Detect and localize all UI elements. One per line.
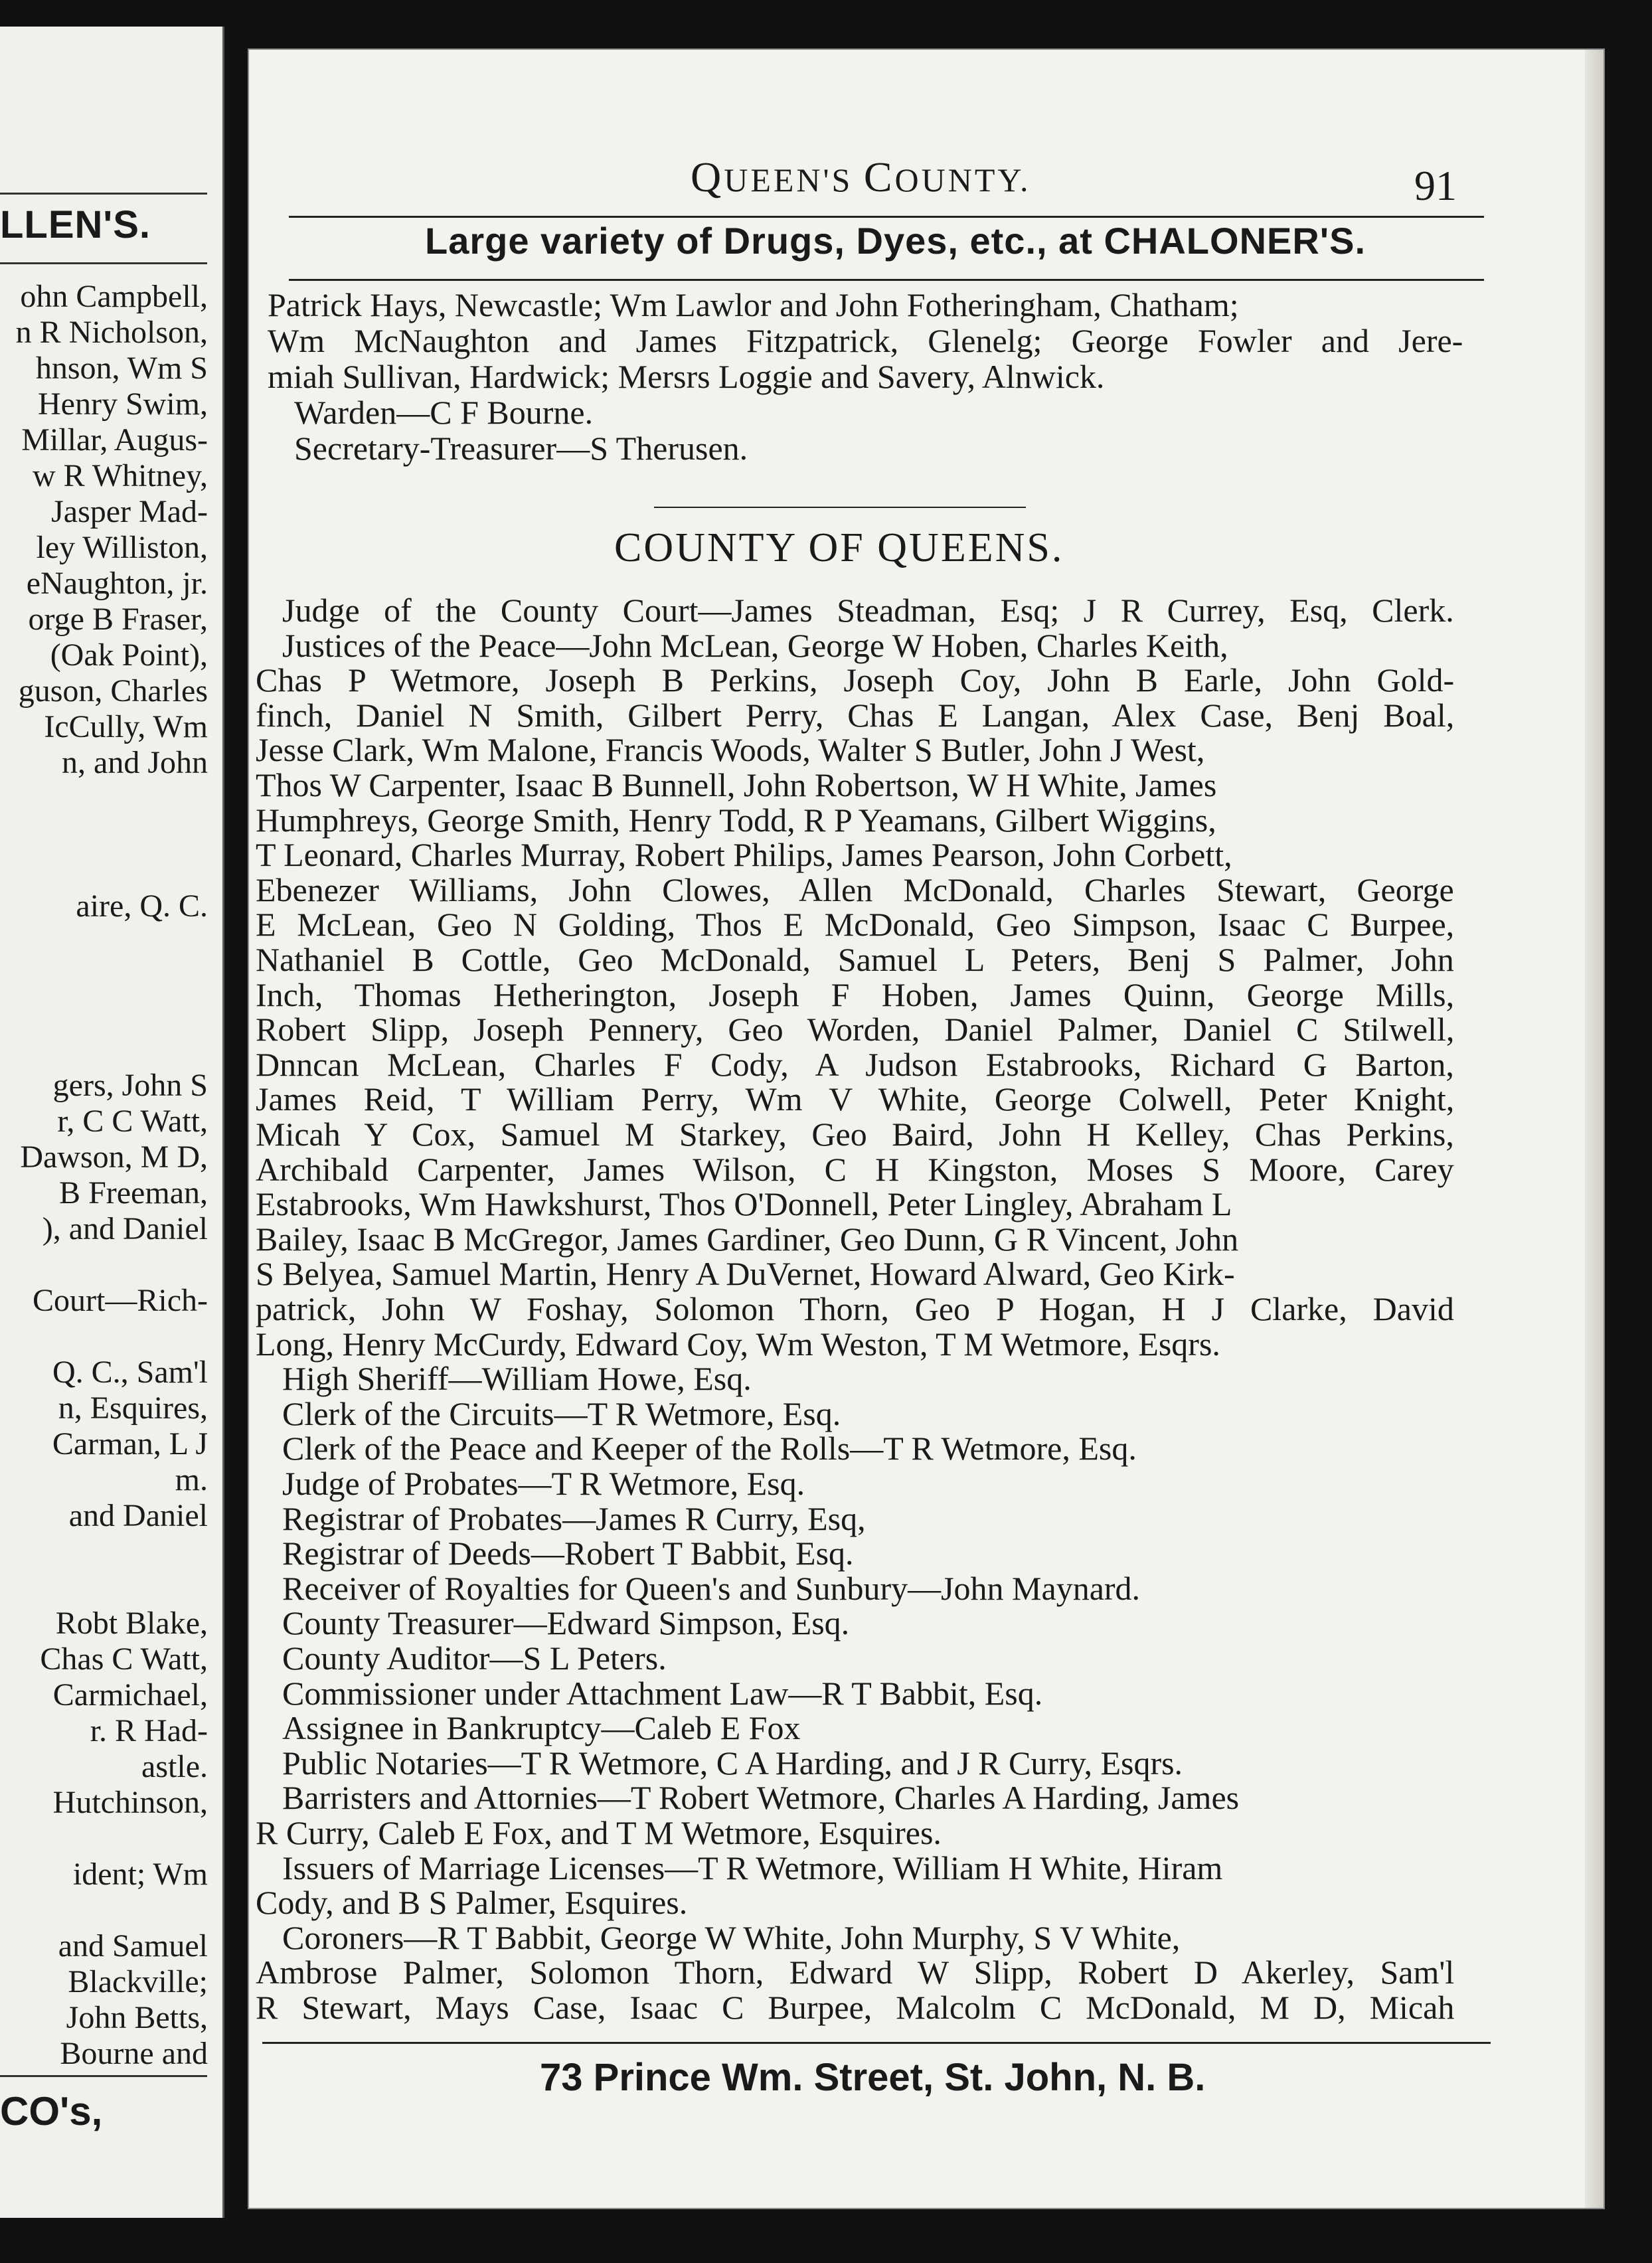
left-page-line: guson, Charles: [18, 673, 208, 709]
left-page-line: Bourne and: [60, 2036, 208, 2071]
text-line: Clerk of the Circuits—T R Wetmore, Esq.: [282, 1394, 841, 1432]
text-line: Judge of the County Court—James Steadman, Esq; J R Currey, Esq, Clerk.: [282, 592, 1454, 629]
left-page-line: orge B Fraser,: [28, 602, 208, 637]
left-page-line: astle.: [141, 1749, 208, 1784]
left-page-line: aire, Q. C.: [76, 888, 208, 924]
left-page-line: m.: [175, 1462, 208, 1497]
left-page-line: Chas C Watt,: [40, 1641, 208, 1677]
text-line: Estabrooks, Wm Hawkshurst, Thos O'Donnell, Peter Lingley, Abraham L: [256, 1185, 1232, 1223]
text-line: Judge of Probates—T R Wetmore, Esq.: [282, 1465, 805, 1502]
header-rule: [0, 193, 207, 195]
previous-page-fragment: [0, 27, 224, 2218]
left-page-line: [16, 817, 208, 853]
text-line: Assignee in Bankruptcy—Caleb E Fox: [282, 1709, 801, 1747]
text-line: R Curry, Caleb E Fox, and T M Wetmore, Esquires.: [256, 1814, 942, 1851]
text-line: Ebenezer Williams, John Clowes, Allen McDonald, Charles Stewart, George: [256, 871, 1454, 908]
text-line: Wm McNaughton and James Fitzpatrick, Glenelg; George Fowler and Jere-: [268, 322, 1463, 359]
left-page-heading: LLEN'S.: [0, 203, 151, 246]
text-line: R Stewart, Mays Case, Isaac C Burpee, Malcolm C McDonald, M D, Micah: [256, 1989, 1455, 2026]
left-page-line: ), and Daniel: [42, 1211, 208, 1246]
text-line: Warden—C F Bourne.: [294, 394, 594, 431]
text-line: S Belyea, Samuel Martin, Henry A DuVernet, Howard Alward, Geo Kirk-: [256, 1255, 1235, 1293]
header-rule: [289, 216, 1484, 218]
left-page-line: eNaughton, jr.: [26, 566, 208, 601]
left-page-line: [16, 960, 208, 996]
left-page-line: Hutchinson,: [52, 1785, 208, 1820]
text-line: Jesse Clark, Wm Malone, Francis Woods, Walter S Butler, John J West,: [256, 731, 1205, 769]
left-page-line: [16, 1032, 208, 1068]
left-page-line: hnson, Wm S: [35, 351, 208, 386]
text-line: Cody, and B S Palmer, Esquires.: [256, 1884, 688, 1922]
text-line: Long, Henry McCurdy, Edward Coy, Wm Weston, T M Wetmore, Esqrs.: [256, 1325, 1220, 1363]
advert-top: Large variety of Drugs, Dyes, etc., at CHALONER'S.: [425, 220, 1366, 262]
left-page-line: Jasper Mad-: [51, 494, 208, 529]
running-head: QUEEN'S COUNTY.: [691, 153, 1031, 201]
left-page-line: and Daniel: [68, 1498, 208, 1533]
text-line: Commissioner under Attachment Law—R T Babbit, Esq.: [282, 1674, 1043, 1712]
text-line: Patrick Hays, Newcastle; Wm Lawlor and John Fotheringham, Chatham;: [268, 286, 1239, 323]
left-page-line: IcCully, Wm: [44, 709, 208, 744]
footer-rule: [0, 2075, 207, 2077]
left-page-line: [16, 924, 208, 960]
left-page-line: Carman, L J: [52, 1426, 208, 1462]
left-page-line: [16, 1534, 208, 1570]
text-line: Issuers of Marriage Licenses—T R Wetmore, William H White, Hiram: [282, 1849, 1223, 1886]
text-line: County Auditor—S L Peters.: [282, 1639, 667, 1677]
left-page-line: Carmichael,: [52, 1677, 208, 1713]
text-line: County Treasurer—Edward Simpson, Esq.: [282, 1604, 850, 1642]
left-page-footer: CO's,: [0, 2089, 103, 2134]
left-page-line: (Oak Point),: [50, 637, 208, 673]
left-page-text: [16, 279, 208, 2072]
left-page-line: [16, 1247, 208, 1283]
text-line: Archibald Carpenter, James Wilson, C H Kingston, Moses S Moore, Carey: [256, 1150, 1454, 1188]
text-line: Bailey, Isaac B McGregor, James Gardiner, Geo Dunn, G R Vincent, John: [256, 1220, 1239, 1258]
left-page-line: and Samuel: [58, 1928, 208, 1964]
text-line: Humphreys, George Smith, Henry Todd, R P Yeamans, Gilbert Wiggins,: [256, 801, 1216, 839]
text-line: T Leonard, Charles Murray, Robert Philips, James Pearson, John Corbett,: [256, 836, 1232, 874]
section-title: COUNTY OF QUEENS.: [614, 525, 1064, 570]
text-line: Chas P Wetmore, Joseph B Perkins, Joseph Coy, John B Earle, John Gold-: [256, 661, 1455, 699]
left-page-line: Millar, Augus-: [21, 422, 208, 458]
text-line: finch, Daniel N Smith, Gilbert Perry, Chas E Langan, Alex Case, Benj Boal,: [256, 696, 1455, 734]
left-page-line: Robt Blake,: [55, 1606, 208, 1641]
text-line: Receiver of Royalties for Queen's and Sunbury—John Maynard.: [282, 1569, 1141, 1607]
text-line: Justices of the Peace—John McLean, George W Hoben, Charles Keith,: [282, 626, 1228, 664]
text-line: Inch, Thomas Hetherington, Joseph F Hoben, James Quinn, George Mills,: [256, 975, 1455, 1013]
page-edge: [1585, 50, 1604, 2208]
left-page-line: [16, 781, 208, 817]
section-divider: [654, 507, 1026, 508]
text-line: Dnncan McLean, Charles F Cody, A Judson Estabrooks, Richard G Barton,: [256, 1045, 1454, 1083]
left-page-line: [16, 853, 208, 888]
text-line: Clerk of the Peace and Keeper of the Rolls—T R Wetmore, Esq.: [282, 1430, 1137, 1467]
left-page-line: Court—Rich-: [33, 1283, 208, 1318]
text-line: Barristers and Attornies—T Robert Wetmore, Charles A Harding, James: [282, 1779, 1240, 1817]
left-page-line: r. R Had-: [90, 1713, 208, 1748]
left-page-line: r, C C Watt,: [57, 1104, 208, 1139]
left-page-line: [16, 1319, 208, 1355]
text-line: E McLean, Geo N Golding, Thos E McDonald, Geo Simpson, Isaac C Burpee,: [256, 906, 1455, 944]
left-page-line: Henry Swim,: [38, 386, 208, 422]
text-line: Ambrose Palmer, Solomon Thorn, Edward W Slipp, Robert D Akerley, Sam'l: [256, 1954, 1455, 1991]
left-page-line: [16, 1892, 208, 1928]
text-line: Registrar of Deeds—Robert T Babbit, Esq.: [282, 1535, 854, 1572]
page-number: 91: [1414, 162, 1457, 209]
text-line: Public Notaries—T R Wetmore, C A Harding, and J R Curry, Esqrs.: [282, 1744, 1183, 1782]
left-page-line: [16, 1570, 208, 1606]
left-page-line: n R Nicholson,: [15, 315, 208, 350]
left-page-line: John Betts,: [66, 2000, 208, 2035]
text-line: James Reid, T William Perry, Wm V White, George Colwell, Peter Knight,: [256, 1080, 1455, 1118]
text-line: Coroners—R T Babbit, George W White, John Murphy, S V White,: [282, 1918, 1181, 1956]
text-line: Nathaniel B Cottle, Geo McDonald, Samuel L Peters, Benj S Palmer, John: [256, 941, 1454, 978]
text-line: Micah Y Cox, Samuel M Starkey, Geo Baird, John H Kelley, Chas Perkins,: [256, 1116, 1454, 1153]
left-page-line: [16, 1821, 208, 1857]
left-page-line: Dawson, M D,: [20, 1139, 208, 1175]
left-page-line: n, Esquires,: [58, 1390, 208, 1426]
left-page-line: n, and John: [62, 745, 208, 780]
left-page-line: B Freeman,: [59, 1175, 208, 1211]
text-line: patrick, John W Foshay, Solomon Thorn, Geo P Hogan, H J Clarke, David: [256, 1290, 1454, 1327]
left-page-line: Q. C., Sam'l: [52, 1355, 208, 1390]
header-rule: [289, 279, 1484, 281]
text-line: Robert Slipp, Joseph Pennery, Geo Worden, Daniel Palmer, Daniel C Stilwell,: [256, 1011, 1455, 1048]
text-line: Registrar of Probates—James R Curry, Esq,: [282, 1499, 866, 1537]
text-line: Thos W Carpenter, Isaac B Bunnell, John Robertson, W H White, James: [256, 766, 1217, 803]
left-page-line: gers, John S: [52, 1068, 208, 1103]
footer-rule: [262, 2042, 1491, 2044]
left-page-line: ley Williston,: [36, 530, 208, 565]
text-line: High Sheriff—William Howe, Esq.: [282, 1360, 752, 1398]
left-page-line: [16, 996, 208, 1032]
header-rule: [0, 262, 207, 264]
advert-bottom: 73 Prince Wm. Street, St. John, N. B.: [540, 2056, 1206, 2099]
text-line: miah Sullivan, Hardwick; Mersrs Loggie and Savery, Alnwick.: [268, 358, 1105, 395]
left-page-line: Blackville;: [68, 1964, 208, 1999]
left-page-line: w R Whitney,: [33, 458, 208, 493]
text-line: Secretary-Treasurer—S Therusen.: [294, 430, 748, 467]
left-page-line: ohn Campbell,: [20, 279, 208, 314]
directory-page: [249, 50, 1604, 2208]
left-page-line: ident; Wm: [72, 1857, 208, 1892]
